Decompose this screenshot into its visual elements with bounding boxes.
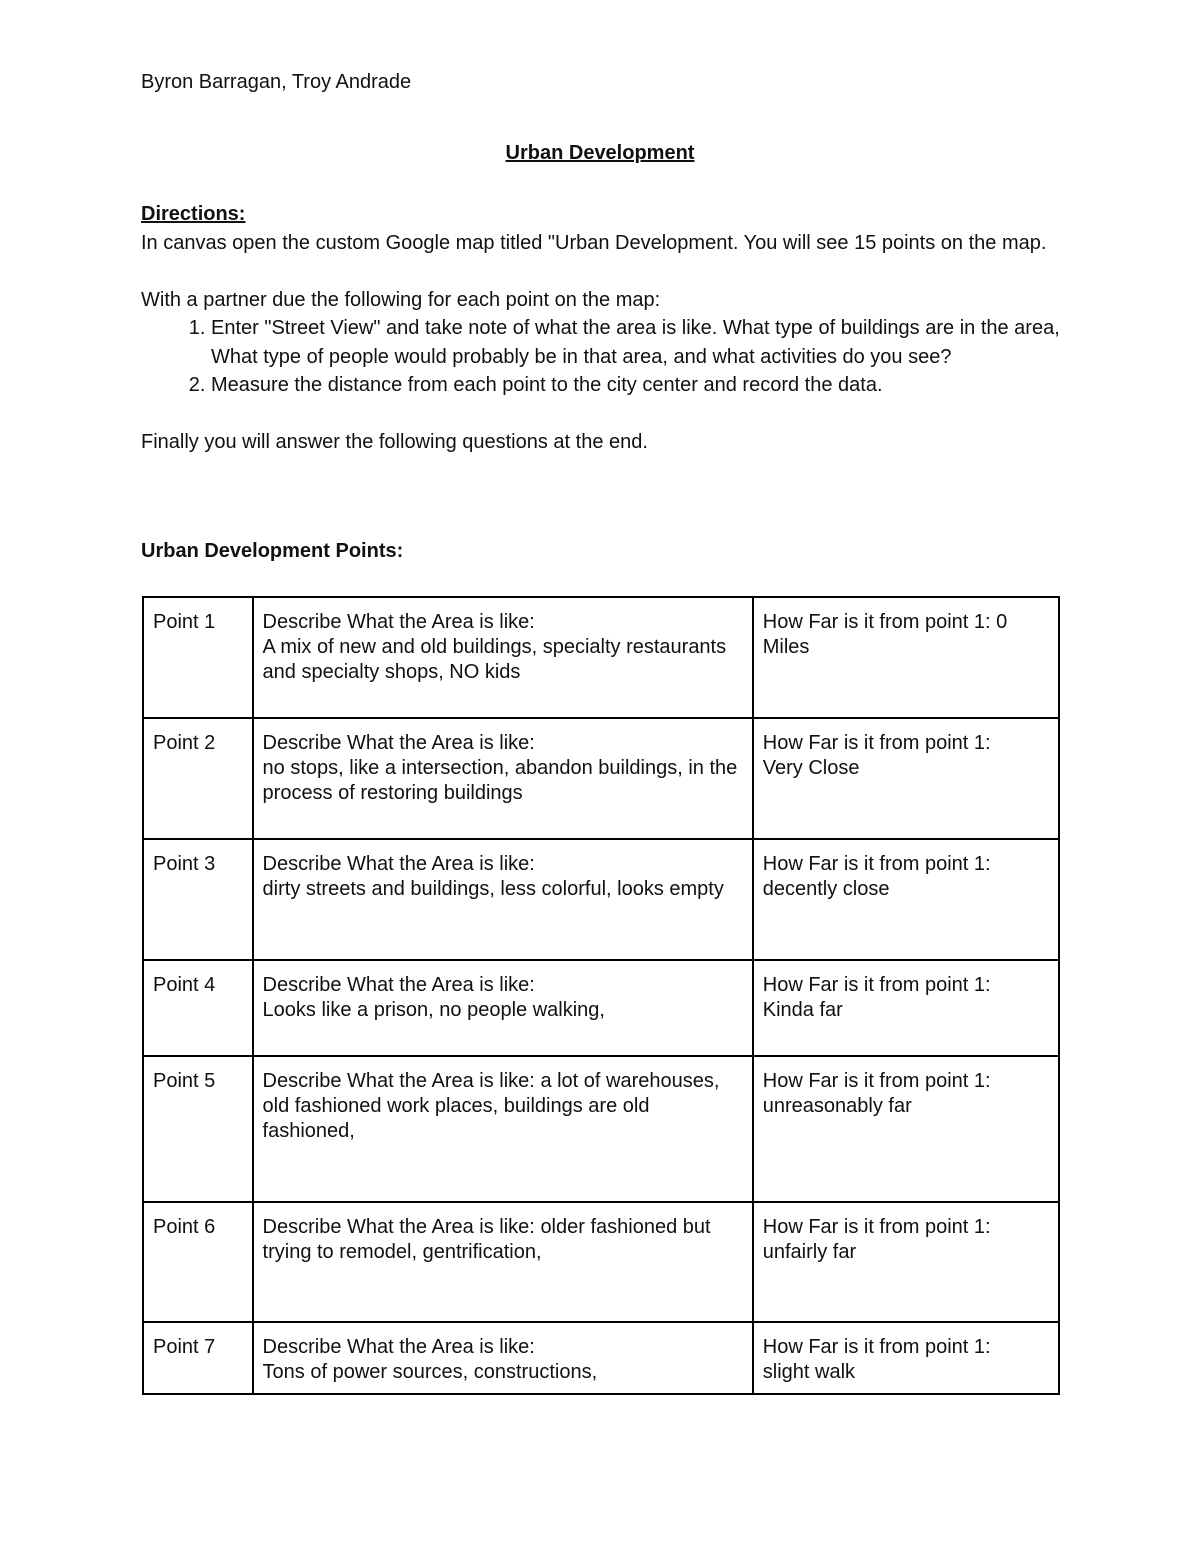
table-row [143,1322,1059,1394]
description-text: Looks like a prison, no people walking, [262,999,605,1021]
points-table [142,596,1060,1395]
point-label: Point 1 [143,597,253,718]
description-text: a lot of warehouses, old fashioned work places, buildings are old fashioned, [262,1070,720,1142]
distance-value: slight walk [762,1361,856,1383]
describe-label: Describe What the Area is like: [262,732,535,754]
distance-cell [753,960,1059,1056]
description-text: older fashioned but trying to remodel, gentrification, [262,1216,711,1263]
point-label: Point 4 [143,960,253,1056]
point-label: Point 5 [143,1056,253,1202]
description-cell [253,960,753,1056]
distance-cell [753,1202,1059,1322]
distance-value: unfairly far [762,1241,857,1263]
steps-list [141,314,1061,400]
description-cell [253,597,753,718]
point-label: Point 3 [143,839,253,960]
distance-value: unreasonably far [762,1095,912,1117]
authors: Byron Barragan, Troy Andrade [141,71,412,93]
distance-value: decently close [762,878,890,900]
describe-label: Describe What the Area is like: [262,1070,535,1092]
description-text: dirty streets and buildings, less colorful, looks empty [262,878,724,900]
description-cell [253,839,753,960]
step-item: 2. Measure the distance from each point to the city center and record the data. [211,371,1061,400]
describe-label: Describe What the Area is like: [262,974,535,996]
point-label: Point 6 [143,1202,253,1322]
table-row [143,839,1059,960]
task-intro: With a partner due the following for each point on the map: [141,288,661,311]
directions-intro: In canvas open the custom Google map titled "Urban Development. You will see 15 points on the map. [141,231,1047,254]
point-label: Point 7 [143,1322,253,1394]
step-item: 1. Enter "Street View" and take note of what the area is like. What type of buildings are in the area, What type of people would probably be in that area, and what activities do you see? [211,314,1061,371]
distance-value: 0 Miles [762,611,1008,658]
description-text: Tons of power sources, constructions, [262,1361,598,1383]
directions-section [141,200,1061,457]
distance-label: How Far is it from point 1: [762,1336,991,1358]
table-row [143,718,1059,839]
description-cell [253,1202,753,1322]
description-text: no stops, like a intersection, abandon buildings, in the process of restoring buildings [262,757,738,804]
table-row [143,597,1059,718]
describe-label: Describe What the Area is like: [262,853,535,875]
document-title: Urban Development [505,142,695,164]
distance-label: How Far is it from point 1: [762,974,991,996]
description-cell [253,1056,753,1202]
table-row [143,960,1059,1056]
distance-cell [753,597,1059,718]
distance-value: Very Close [762,757,860,779]
description-cell [253,1322,753,1394]
table-row [143,1056,1059,1202]
description-cell [253,718,753,839]
describe-label: Describe What the Area is like: [262,611,535,633]
distance-label: How Far is it from point 1: [762,1216,991,1238]
describe-label: Describe What the Area is like: [262,1336,535,1358]
points-heading: Urban Development Points: [141,540,404,562]
directions-heading: Directions: [141,203,246,225]
distance-label: How Far is it from point 1: [762,1070,991,1092]
distance-label: How Far is it from point 1: [762,732,991,754]
distance-label: How Far is it from point 1: [762,611,991,633]
distance-value: Kinda far [762,999,843,1021]
describe-label: Describe What the Area is like: [262,1216,535,1238]
point-label: Point 2 [143,718,253,839]
distance-cell [753,839,1059,960]
distance-cell [753,1056,1059,1202]
description-text: A mix of new and old buildings, specialty restaurants and specialty shops, NO kids [262,636,727,683]
distance-label: How Far is it from point 1: [762,853,991,875]
table-row [143,1202,1059,1322]
distance-cell [753,1322,1059,1394]
closing-note: Finally you will answer the following questions at the end. [141,431,648,453]
distance-cell [753,718,1059,839]
